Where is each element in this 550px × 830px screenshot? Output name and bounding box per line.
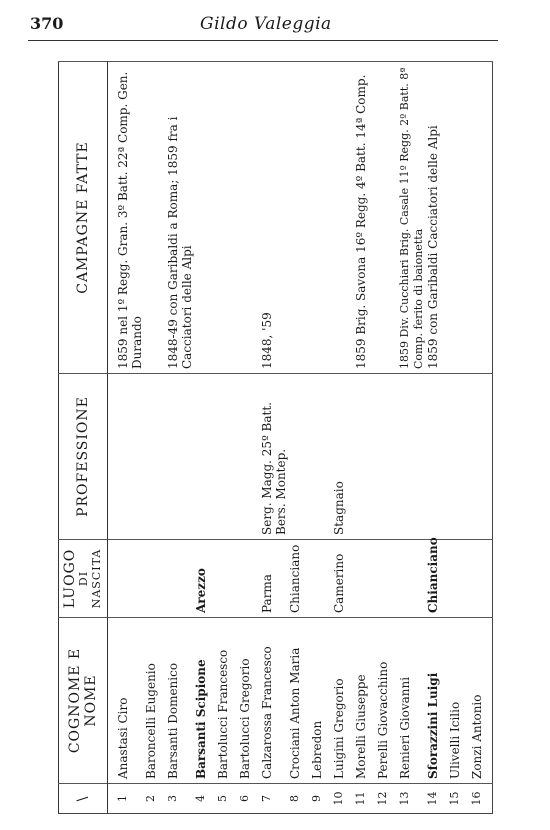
table-row (260, 62, 288, 814)
table-row (376, 62, 398, 814)
table-row (426, 62, 448, 814)
table-row (288, 62, 310, 814)
row-campaigns (448, 62, 470, 374)
row-number: 14 (426, 784, 448, 814)
row-place (166, 540, 194, 618)
table-row (166, 62, 194, 814)
rotated-table-wrapper (58, 62, 488, 814)
row-profession (288, 374, 310, 540)
table-row (398, 62, 426, 814)
row-place (144, 540, 166, 618)
row-place: Chianciano (426, 540, 448, 618)
row-place (216, 540, 238, 618)
row-campaigns (144, 62, 166, 374)
row-place: Parma (260, 540, 288, 618)
row-campaigns (216, 62, 238, 374)
table-row (310, 62, 332, 814)
row-name: Calzarossa Francesco (260, 618, 288, 784)
row-name: Barsanti Domenico (166, 618, 194, 784)
row-campaigns: 1859 Div. Cucchiari Brig. Casale 11º Regg. 2º Batt. 8ª Comp. ferito di baionetta (398, 62, 426, 374)
row-number: 13 (398, 784, 426, 814)
row-number: 11 (354, 784, 376, 814)
header-rule (28, 40, 498, 41)
row-place (310, 540, 332, 618)
column-header-campaigns: CAMPAGNE FATTE (59, 62, 108, 374)
row-name: Renieri Giovanni (398, 618, 426, 784)
row-number: 12 (376, 784, 398, 814)
row-number: 4 (194, 784, 216, 814)
row-name: Sforazzini Luigi (426, 618, 448, 784)
column-header-number: \ (59, 784, 108, 814)
table-spacer (108, 62, 117, 814)
row-place (354, 540, 376, 618)
row-profession (144, 374, 166, 540)
row-campaigns (332, 62, 354, 374)
table-row (470, 62, 492, 814)
column-header-birthplace-line1: LUOGO (61, 548, 78, 609)
row-profession (238, 374, 260, 540)
row-number: 8 (288, 784, 310, 814)
row-name: Zonzi Antonio (470, 618, 492, 784)
row-name: Lebredon (310, 618, 332, 784)
row-profession (216, 374, 238, 540)
row-campaigns (470, 62, 492, 374)
table-row (332, 62, 354, 814)
row-campaigns (238, 62, 260, 374)
table-row (194, 62, 216, 814)
row-place (238, 540, 260, 618)
row-place: Chianciano (288, 540, 310, 618)
row-place (470, 540, 492, 618)
row-name: Bartolucci Francesco (216, 618, 238, 784)
column-header-name: COGNOME E NOME (59, 618, 108, 784)
row-campaigns (194, 62, 216, 374)
row-number: 5 (216, 784, 238, 814)
row-campaigns (288, 62, 310, 374)
running-title: Gildo Valeggia (200, 14, 332, 34)
row-name: Ulivelli Icilio (448, 618, 470, 784)
table-header-row (59, 62, 108, 814)
row-place (398, 540, 426, 618)
table-row (448, 62, 470, 814)
row-name: Perelli Giovacchino (376, 618, 398, 784)
row-profession (398, 374, 426, 540)
roster-table (58, 61, 493, 814)
row-profession (194, 374, 216, 540)
table-row (144, 62, 166, 814)
column-header-birthplace (59, 540, 108, 618)
rotated-table (58, 62, 488, 814)
row-name: Anastasi Ciro (116, 618, 144, 784)
row-number: 15 (448, 784, 470, 814)
row-campaigns (376, 62, 398, 374)
row-name: Barsanti Scipione (194, 618, 216, 784)
table-row (238, 62, 260, 814)
row-place: Arezzo (194, 540, 216, 618)
row-name: Baroncelli Eugenio (144, 618, 166, 784)
row-place (448, 540, 470, 618)
row-name: Bartolucci Gregorio (238, 618, 260, 784)
row-profession (470, 374, 492, 540)
row-number: 16 (470, 784, 492, 814)
row-number: 3 (166, 784, 194, 814)
row-number: 1 (116, 784, 144, 814)
column-header-profession: PROFESSIONE (59, 374, 108, 540)
row-number: 2 (144, 784, 166, 814)
table-row (116, 62, 144, 814)
table-row (216, 62, 238, 814)
row-number: 7 (260, 784, 288, 814)
row-place (376, 540, 398, 618)
row-place (116, 540, 144, 618)
row-name: Luigini Gregorio (332, 618, 354, 784)
row-campaigns: 1859 Brig. Savona 16º Regg. 4º Batt. 14ª Comp. (354, 62, 376, 374)
row-campaigns: 1848, '59 (260, 62, 288, 374)
table-filler-row (492, 62, 493, 814)
row-name: Morelli Giuseppe (354, 618, 376, 784)
row-campaigns: 1859 con Garibaldi Cacciatori delle Alpi (426, 62, 448, 374)
row-place: Camerino (332, 540, 354, 618)
table-row (354, 62, 376, 814)
row-number: 10 (332, 784, 354, 814)
row-profession (426, 374, 448, 540)
row-profession: Stagnaio (332, 374, 354, 540)
row-profession (376, 374, 398, 540)
page-number: 370 (30, 14, 64, 33)
row-profession (310, 374, 332, 540)
row-profession (166, 374, 194, 540)
row-profession (448, 374, 470, 540)
row-number: 6 (238, 784, 260, 814)
row-profession (354, 374, 376, 540)
column-header-birthplace-line2: DI NASCITA (76, 548, 103, 609)
row-profession: Serg. Magg. 25º Batt. Bers. Montep. (260, 374, 288, 540)
row-profession (116, 374, 144, 540)
row-campaigns (310, 62, 332, 374)
row-campaigns: 1859 nel 1º Regg. Gran. 3º Batt. 22ª Comp. Gen. Durando (116, 62, 144, 374)
row-name: Crociani Anton Maria (288, 618, 310, 784)
row-number: 9 (310, 784, 332, 814)
row-campaigns: 1848-49 con Garibaldi a Roma; 1859 fra i Cacciatori delle Alpi (166, 62, 194, 374)
